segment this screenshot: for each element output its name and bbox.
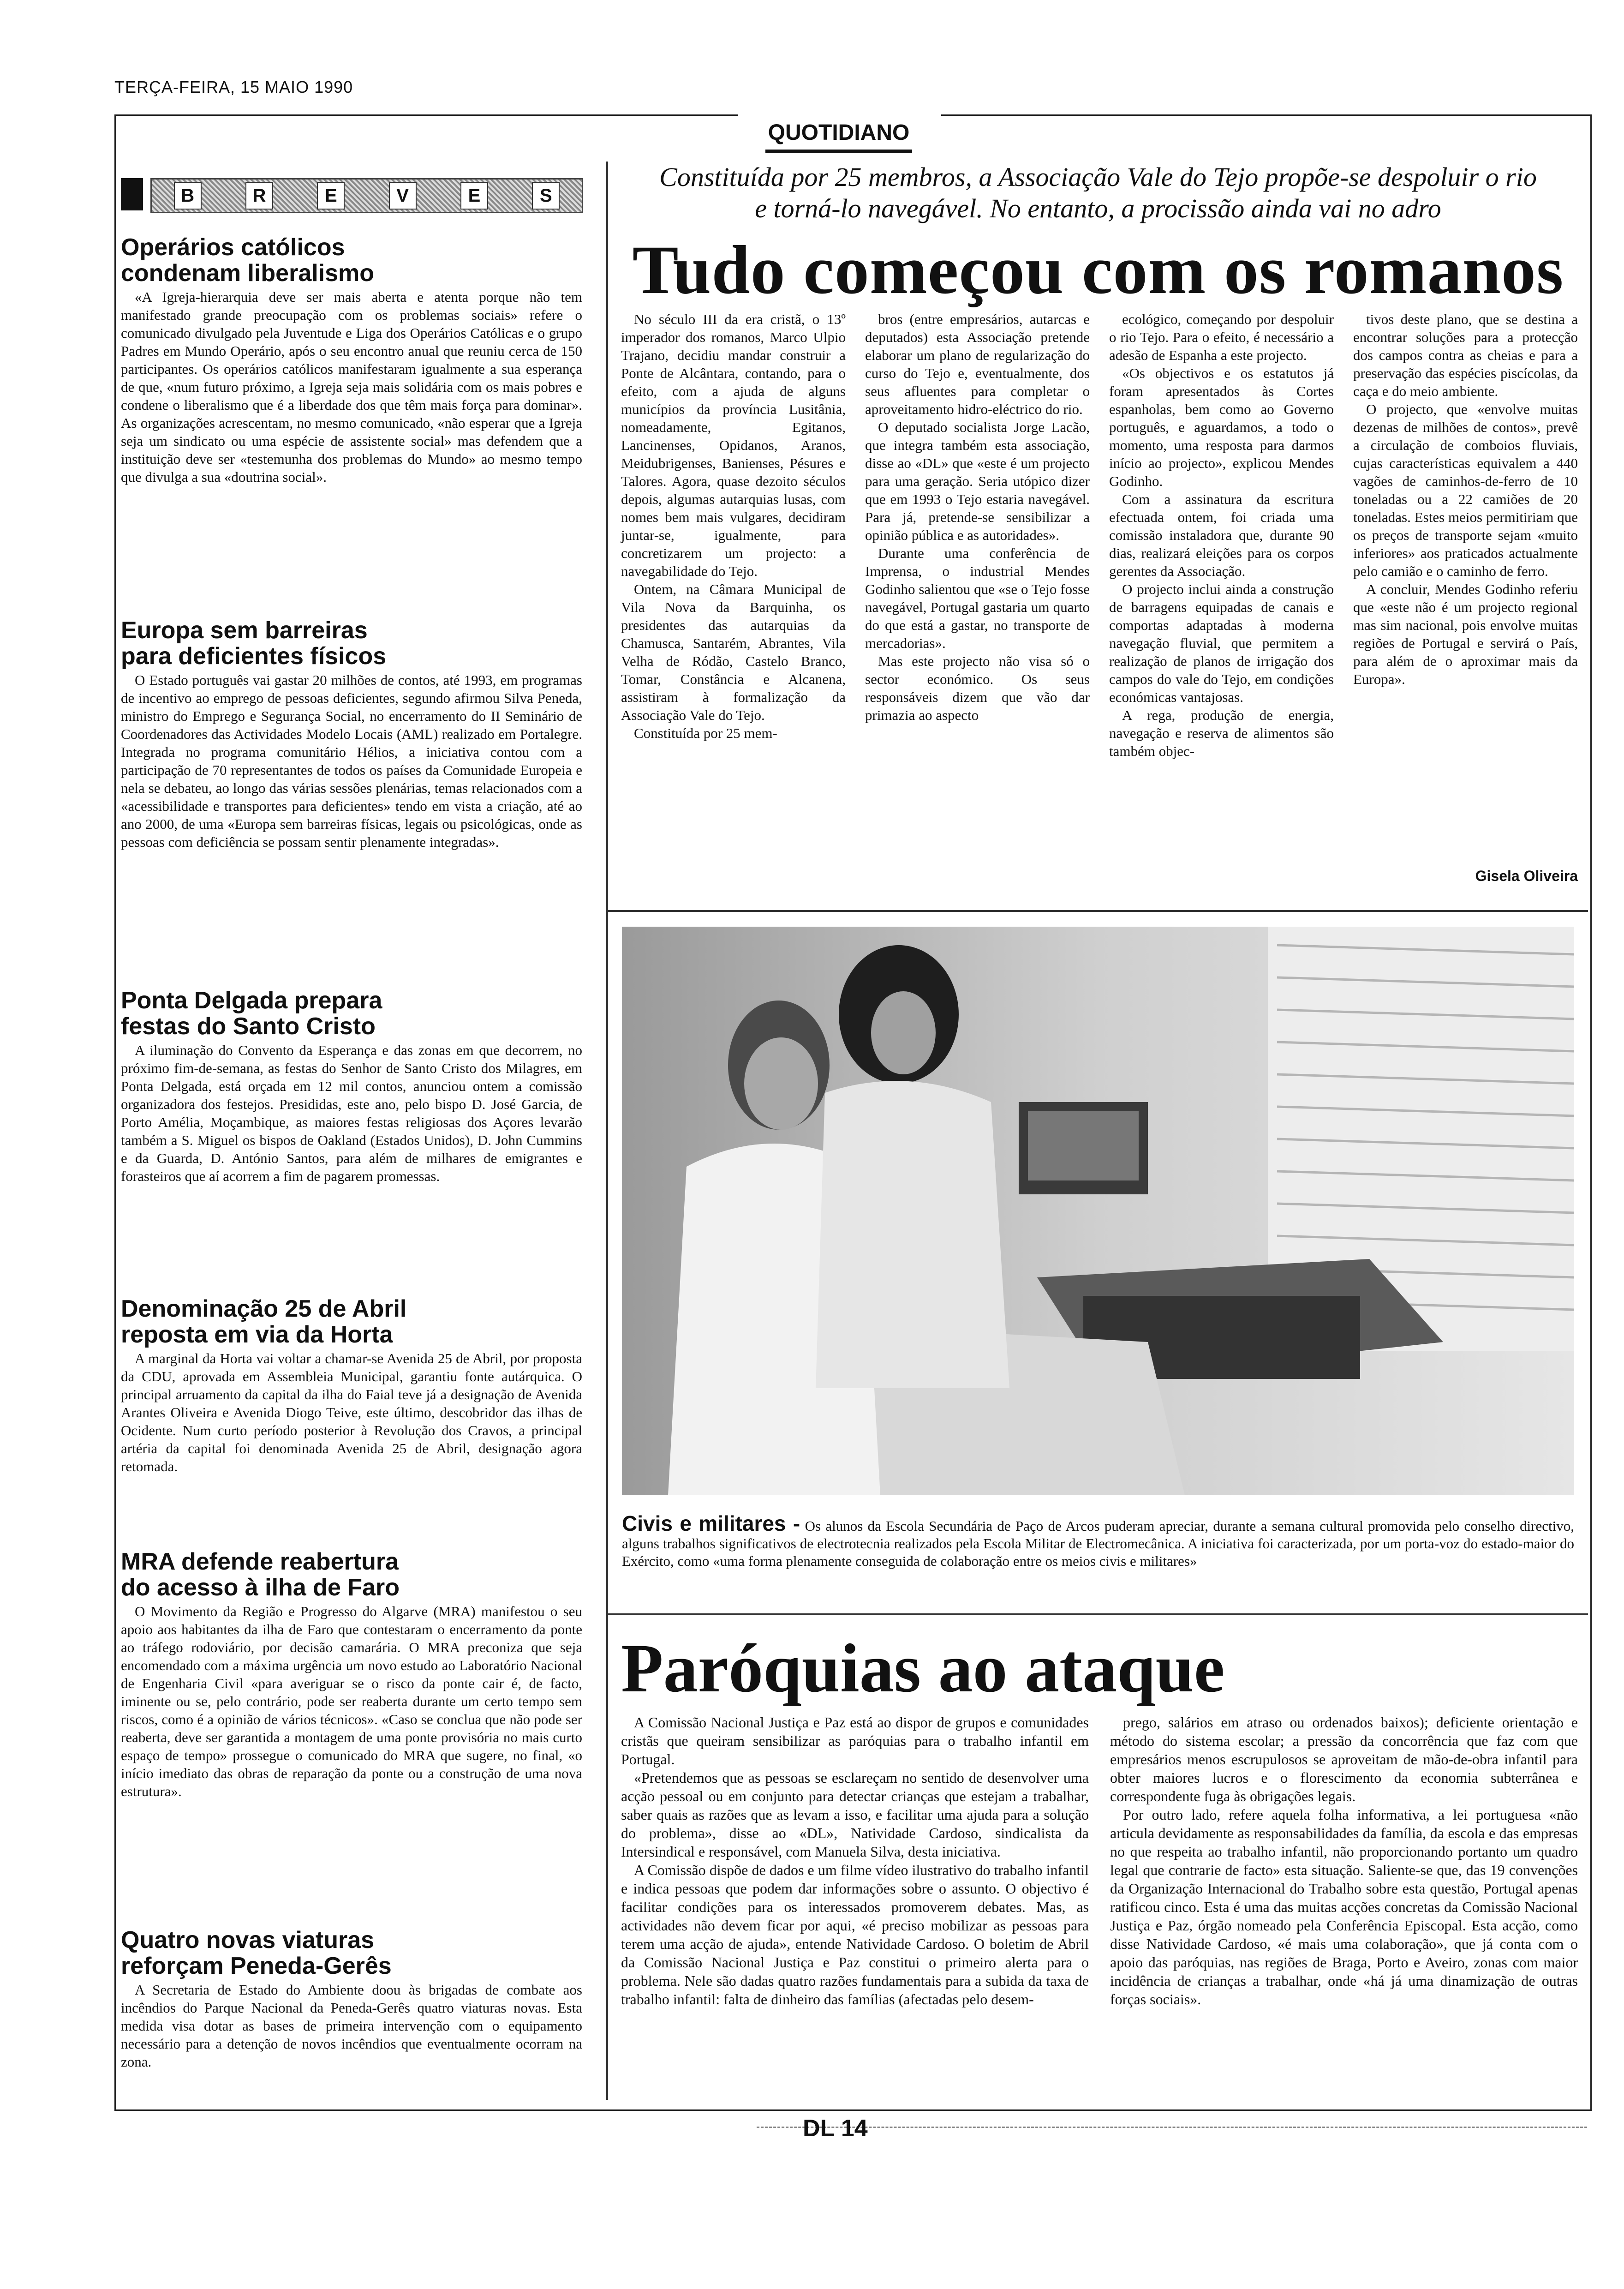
breves-banner: B R E V E S [121, 176, 582, 216]
column-divider [606, 162, 608, 2100]
dateline: TERÇA-FEIRA, 15 MAIO 1990 [114, 78, 353, 96]
article-headline: Paróquias ao ataque [621, 1630, 1225, 1707]
brief-body: O Movimento da Região e Progresso do Algarve (MRA) manifestou o seu apoio aos habitantes da ilha de Faro que contestaram o encerramento da ponte ao tráfego rodoviário, por decisão camarária. O MRA preconiza que seja encomendado com a máxima urgência um novo estudo ao Laboratório Nacional de Engenharia Civil «para averiguar se o risco da ponte cair é, de facto, iminente ou se, pelo contrário, pode ser reaberta durante um certo tempo sem riscos, como é a opinião de vários técnicos». «Caso se conclua que não pode ser reaberta, deve ser garantida a montagem de uma ponte provisória no mais curto espaço de tempo» prossegue o comunicado do MRA que sugere, no final, «o início imediato das obras de reparação da ponte ou a construção de uma nova estrutura». [121, 1603, 582, 1799]
news-photo [622, 927, 1574, 1495]
brief-item [121, 1296, 582, 1475]
article-column: ecológico, começando por despoluir o rio Tejo. Para o efeito, é necessário a adesão de Espanha a este projecto. «Os objectivos e os estatutos já foram apresentados às Cortes espanholas, bem como ao Governo português, e aguardamos, a todo o momento, uma resposta para darmos início ao projecto», explicou Mendes Godinho. Com a assinatura da escritura efectuada ontem, foi criada uma comissão instaladora que, durante 90 dias, realizará eleições para os corpos gerentes da Associação. O projecto inclui ainda a construção de barragens equipadas de canais e comportas adaptadas à moderna navegação fluvial, que permitem a realização de planos de irrigação dos campos do vale do Tejo, em condições económicas vantajosas. A rega, produção de energia, navegação e reserva de alimentos são também objec- [1109, 311, 1334, 759]
photo-image [622, 927, 1574, 1495]
brief-body: O Estado português vai gastar 20 milhões de contos, até 1993, em programas de incentivo ao emprego de pessoas deficientes, segundo afirmou Silva Peneda, ministro do Emprego e Segurança Social, no encerramento do II Seminário de Coordenadores das Actividades Modelo Locais (AML) realizado em Portalegre. Integrada no programa comunitário Hélios, a iniciativa contou com a participação de 70 representantes de todos os países da Comunidade Europeia e nela se debateu, ao longo das várias sessões plenárias, temas relacionados com a «acessibilidade e transportes para deficientes» tendo em vista a criação, até ao ano 2000, de uma «Europa sem barreiras físicas, legais ou psicológicas, onde as pessoas com deficiência se possam sentir plenamente integradas». [121, 672, 582, 850]
page-number: DL 14 [803, 2115, 868, 2142]
caption-text: Os alunos da Escola Secundária de Paço de Arcos puderam apreciar, durante a semana cultural promovida pelo conselho directivo, alguns trabalhos significativos de electrotecnia realizados pela Escola Militar de Electromecânica. A iniciativa foi caracterizada, por um porta-voz do estado-maior do Exército, como «uma forma plenamente conseguida de colaboração entre os meios civis e militares» [622, 1518, 1574, 1569]
brief-item [121, 234, 582, 486]
brief-body: A Secretaria de Estado do Ambiente doou às brigadas de combate aos incêndios do Parque Nacional da Peneda-Gerês quatro viaturas novas. Esta medida visa dotar as bases de primeira intervenção com o equipamento necessário para a detenção de novos incêndios que eventualmente ocorram na zona. [121, 1982, 582, 2070]
article-column: bros (entre empresários, autarcas e deputados) esta Associação pretende elaborar um plano de regularização do curso do Tejo e, eventualmente, dos seus afluentes para completar o aproveitamento hidro-eléctrico do rio. O deputado socialista Jorge Lacão, que integra também esta associação, disse ao «DL» que «este é um projecto para uma geração. Seria utópico dizer que em 1993 o Tejo estaria navegável. Para já, pretende-se sensibilizar a opinião pública e as autoridades». Durante uma conferência de Imprensa, o industrial Mendes Godinho salientou que «se o Tejo fosse navegável, Portugal gastaria um quarto do que está a gastar, no transporte de mercadorias». Mas este projecto não visa só o sector económico. Os seus responsáveis dizem que vão dar primazia ao aspecto [865, 311, 1090, 723]
article-headline: Tudo começou com os romanos [632, 232, 1564, 308]
brief-body: «A Igreja-hierarquia deve ser mais aberta e atenta porque não tem manifestado grande preocupação com os problemas sociais» refere o comunicado divulgado pela Juventude e Liga dos Operários Católicas e o grupo Padres em Mundo Operário, após o seu encontro anual que reuniu cerca de 150 participantes. Os operários católicos manifestaram igualmente a sua esperança de que, «num futuro próximo, a Igreja seja mais solidária com os mais pobres e condene o liberalismo que é a liberdade dos que têm mais força para dominar». As organizações acrescentam, no mesmo comunicado, «não esperar que a Igreja seja um sindicato ou uma espécie de assistente social» mas defendem que a instituição deve ser «testemunha dos problemas do Mundo» ao mesmo tempo que divulga a sua «doutrina social». [121, 289, 582, 485]
brief-title: Ponta Delgada prepara festas do Santo Cristo [121, 987, 382, 1040]
brief-body: A iluminação do Convento da Esperança e das zonas em que decorrem, no próximo fim-de-semana, as festas do Senhor de Santo Cristo dos Milagres, em Ponta Delgada, está orçada em 12 mil contos, anunciou ontem a comissão organizadora dos festejos. Presididas, este ano, pelo bispo D. José Garcia, de Porto Amélia, Moçambique, as maiores festas religiosas dos Açores levarão também a S. Miguel os bispos de Oakland (Estados Unidos), D. John Cummins e da Guarda, D. António Santos, para além de milhares de emigrantes e forasteiros que aí acorrem a fim de pagarem promessas. [121, 1042, 582, 1184]
caption-title: Civis e militares - [622, 1511, 800, 1535]
article-column: tivos deste plano, que se destina a encontrar soluções para a protecção dos campos contra as cheias e para a preservação das espécies piscícolas, da caça e do meio ambiente. O projecto, que «envolve muitas dezenas de milhões de contos», prevê a circulação de comboios fluviais, cujas características equivalem a 440 vagões de caminhos-de-ferro de 10 toneladas ou a 22 camiões de 20 toneladas. Estes meios permitiriam que os preços de transporte sejam «muito inferiores» aos praticados actualmente pelo camião e o caminho de ferro. A concluir, Mendes Godinho referiu que «este não é um projecto regional mas sim nacional, pois envolve muitas regiões de Portugal e servirá o País, para além de o aproximar mais da Europa». [1353, 311, 1578, 687]
article-column: A Comissão Nacional Justiça e Paz está ao dispor de grupos e comunidades cristãs que queiram sensibilizar as paróquias para o trabalho infantil em Portugal. «Pretendemos que as pessoas se esclareçam no sentido de desenvolver uma acção pessoal ou em conjunto para detectar crianças que estejam a trabalhar, saber quais as razões que as levam a isso, e facilitar uma ajuda para a solução do problema», disse ao «DL», Natividade Cardoso, sindicalista da Intersindical e responsável, com Manuela Silva, desta iniciativa. A Comissão dispõe de dados e um filme vídeo ilustrativo do trabalho infantil e indica pessoas que podem dar informações sobre o assunto. O objectivo é facilitar condições para os interessados promoverem debates. Mas, as actividades não devem ficar por aqui, «é preciso mobilizar as pessoas para terem uma acção de ajuda», entende Natividade Cardoso. O boletim de Abril da Comissão Nacional Justiça e Paz constitui o primeiro alerta para o problema. Nele são dadas quatro razões fundamentais para a subida da taxa de trabalho infantil: falta de dinheiro das famílias (afectadas pelo desem- [621, 1714, 1089, 2007]
article-kicker: Constituída por 25 membros, a Associação Vale do Tejo propõe-se despoluir o rio e torná-lo navegável. No entanto, a procissão ainda vai no adro [659, 162, 1537, 223]
brief-item [121, 1549, 582, 1800]
section-label: QUOTIDIANO [746, 116, 932, 158]
byline: Gisela Oliveira [1475, 868, 1578, 884]
brief-title: MRA defende reabertura do acesso à ilha de Faro [121, 1548, 400, 1601]
section-rule [608, 910, 1588, 912]
article-body [621, 310, 1578, 896]
brief-title: Operários católicos condenam liberalismo [121, 234, 375, 287]
brief-title: Europa sem barreiras para deficientes físicos [121, 617, 387, 670]
brief-title: Denominação 25 de Abril reposta em via da Horta [121, 1295, 407, 1348]
article-body [621, 1713, 1578, 2091]
brief-item [121, 617, 582, 851]
footer-rule [757, 2127, 1587, 2128]
brief-title: Quatro novas viaturas reforçam Peneda-Gerês [121, 1927, 392, 1979]
article-column: prego, salários em atraso ou ordenados baixos); deficiente orientação e método do sistema escolar; a pressão da concorrência que faz com que empresários menos escrupulosos se aproveitam de mão-de-obra infantil para obter maiores lucros e o florescimento da economia subterrânea e correspondente fuga às obrigações legais. Por outro lado, refere aquela folha informativa, a lei portuguesa «não articula devidamente as responsabilidades da família, da escola e das empresas no que respeita ao trabalho infantil, não proporcionando portanto um quadro legal que contrarie de facto» esta situação. Saliente-se que, das 19 convenções da Organização Internacional do Trabalho sobre esta questão, Portugal apenas ratificou cinco. Esta é uma das muitas acções concretas da Comissão Nacional Justiça e Paz, órgão nomeado pela Conferência Episcopal. Esta acção, como disse Natividade Cardoso, «é mais uma colaboração», que já conta com o apoio das paróquias, nas regiões de Braga, Porto e Aveiro, zonas com maior incidência de crianças a trabalhar, onde «há já uma dinamização de outras forças sociais». [1110, 1714, 1578, 2007]
article-column: No século III da era cristã, o 13º imperador dos romanos, Marco Ulpio Trajano, decidiu mandar construir a Ponte de Alcântara, contando, para o efeito, com a ajuda de alguns municípios da província Lusitânia, nomeadamente, Egitanos, Lancinenses, Opidanos, Aranos, Meidubrigenses, Banienses, Pésures e Talores. Agora, quase dezoito séculos depois, algumas autarquias lusas, com nomes bem mais vulgares, decidiram juntar-se, igualmente, para concretizarem um projecto: a navegabilidade do Tejo. Ontem, na Câmara Municipal de Vila Nova da Barquinha, os presidentes das autarquias da Chamusca, Santarém, Abrantes, Vila Velha de Ródão, Castelo Branco, Tomar, Constância e Alcanena, assistiram à formalização da Associação Vale do Tejo. Constituída por 25 mem- [621, 311, 846, 741]
photo-caption [622, 1511, 1574, 1570]
brief-item [121, 1927, 582, 2071]
section-rule [608, 1613, 1588, 1615]
brief-body: A marginal da Horta vai voltar a chamar-se Avenida 25 de Abril, por proposta da CDU, aprovada em Assembleia Municipal, garantiu fonte autárquica. O principal arruamento da capital da ilha do Faial teve já a designação de Avenida Arantes Oliveira e Avenida Diogo Teive, este último, descobridor das ilhas de Ocidente. Num curto período posterior à Revolução dos Cravos, a principal artéria da capital foi denominada Avenida 25 de Abril, designação agora retomada. [121, 1350, 582, 1474]
brief-item [121, 988, 582, 1185]
